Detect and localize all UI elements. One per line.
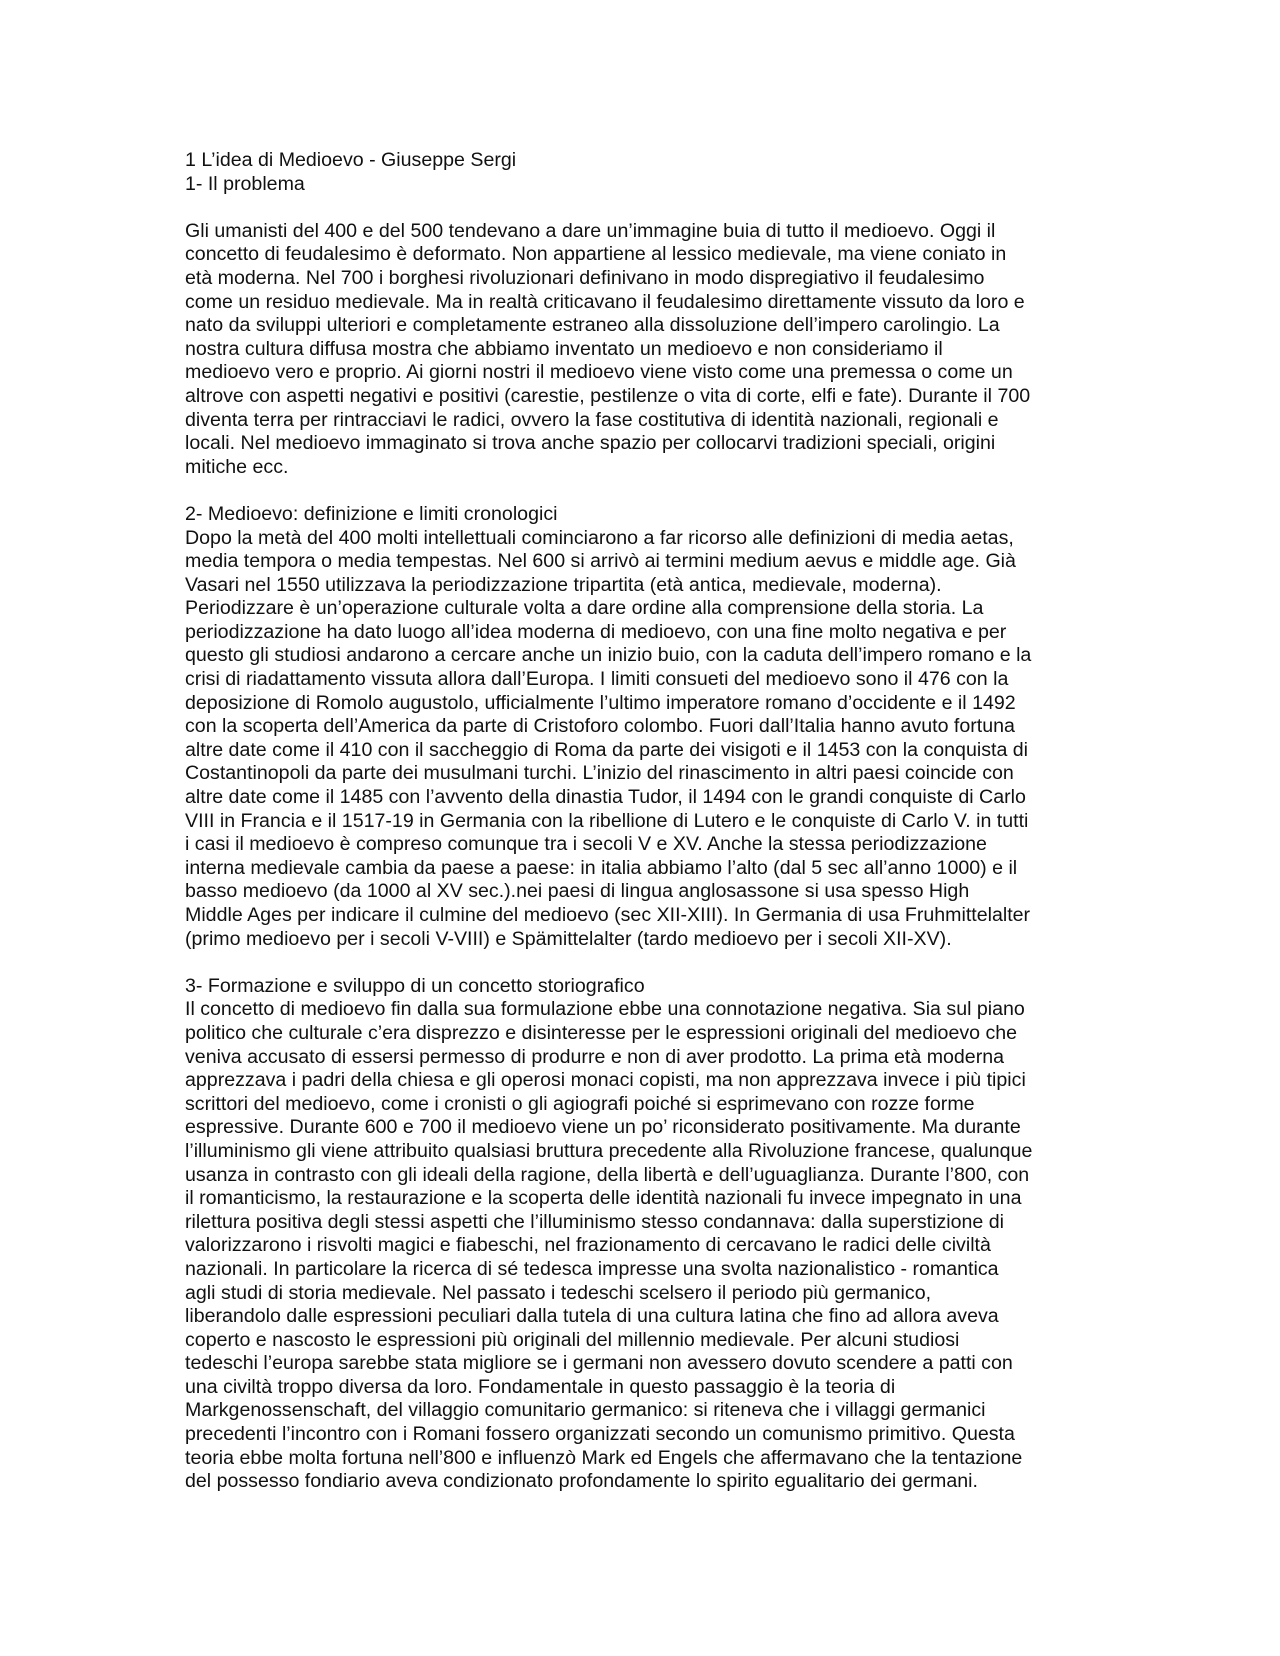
- text-line: Dopo la metà del 400 molti intellettuali cominciarono a far ricorso alle definizioni di media aetas,: [185, 526, 1014, 549]
- text-line: altrove con aspetti negativi e positivi (carestie, pestilenze o vita di corte, elfi e fate). Durante il 700: [185, 384, 1031, 407]
- section-1-heading: 1- Il problema: [185, 172, 305, 195]
- paragraph-gap: [185, 196, 1100, 220]
- text-line: una civiltà troppo diversa da loro. Fondamentale in questo passaggio è la teoria di: [185, 1375, 896, 1398]
- text-line: nazionali. In particolare la ricerca di sé tedesca impresse una svolta nazionalistico - romantica: [185, 1257, 999, 1280]
- text-line: età moderna. Nel 700 i borghesi rivoluzionari definivano in modo dispregiativo il feudalesimo: [185, 266, 985, 289]
- text-line: nostra cultura diffusa mostra che abbiamo inventato un medioevo e non consideriamo il: [185, 337, 943, 360]
- text-line: teoria ebbe molta fortuna nell’800 e influenzò Mark ed Engels che affermavano che la tentazione: [185, 1446, 1023, 1469]
- section-2-heading: 2- Medioevo: definizione e limiti cronologici: [185, 502, 558, 525]
- text-line: VIII in Francia e il 1517-19 in Germania con la ribellione di Lutero e le conquiste di Carlo V. in tutti: [185, 809, 1029, 832]
- section-2-body: [185, 527, 1100, 952]
- text-line: politico che culturale c’era disprezzo e disinteresse per le espressioni originali del medioevo che: [185, 1021, 1018, 1044]
- text-line: del possesso fondiario aveva condizionato profondamente lo spirito egualitario dei germani.: [185, 1470, 978, 1493]
- text-line: i casi il medioevo è compreso comunque tra i secoli V e XV. Anche la stessa periodizzazione: [185, 833, 987, 856]
- text-line: rilettura positiva degli stessi aspetti che l’illuminismo stesso condannava: dalla superstizione di: [185, 1210, 1004, 1233]
- text-line: Costantinopoli da parte dei musulmani turchi. L’inizio del rinascimento in altri paesi coincide con: [185, 762, 1014, 785]
- text-line: interna medievale cambia da paese a paese: in italia abbiamo l’alto (dal 5 sec all’anno 1000) e il: [185, 856, 1018, 879]
- text-line: altre date come il 1485 con l’avvento della dinastia Tudor, il 1494 con le grandi conquiste di Carlo: [185, 786, 1026, 809]
- text-line: Middle Ages per indicare il culmine del medioevo (sec XII-XIII). In Germania di usa Fruhmittelalter: [185, 904, 1031, 926]
- document-page: [185, 149, 1100, 1494]
- text-line: precedenti l’incontro con i Romani fossero organizzati secondo un comunismo primitivo. Questa: [185, 1423, 1015, 1446]
- text-line: nato da sviluppi ulteriori e completamente estraneo alla dissoluzione dell’impero carolingio. La: [185, 314, 1000, 337]
- text-line: scrittori del medioevo, come i cronisti o gli agiografi poiché si esprimevano con rozze forme: [185, 1092, 975, 1115]
- text-line: coperto e nascosto le espressioni più originali del millennio medievale. Per alcuni studiosi: [185, 1328, 960, 1351]
- text-line: espressive. Durante 600 e 700 il medioevo viene un po’ riconsiderato positivamente. Ma durante: [185, 1116, 1021, 1139]
- document-title: 1 L’idea di Medioevo - Giuseppe Sergi: [185, 149, 517, 171]
- text-line: altre date come il 410 con il saccheggio di Roma da parte dei visigoti e il 1453 con la conquista di: [185, 738, 1029, 761]
- text-line: apprezzava i padri della chiesa e gli operosi monaci copisti, ma non apprezzava invece i più tipici: [185, 1069, 1026, 1092]
- text-line: basso medioevo (da 1000 al XV sec.).nei paesi di lingua anglosassone si usa spesso High: [185, 880, 970, 903]
- text-line: come un residuo medievale. Ma in realtà criticavano il feudalesimo direttamente vissuto da loro e: [185, 290, 1025, 313]
- paragraph-gap: [185, 479, 1100, 503]
- text-line: il romanticismo, la restaurazione e la scoperta delle identità nazionali fu invece impegnato in una: [185, 1187, 1022, 1210]
- text-line: Markgenossenschaft, del villaggio comunitario germanico: si riteneva che i villaggi germanici: [185, 1399, 986, 1422]
- text-line: deposizione di Romolo augustolo, ufficialmente l’ultimo imperatore romano d’occidente e il 1492: [185, 691, 1016, 714]
- text-line: concetto di feudalesimo è deformato. Non appartiene al lessico medievale, ma viene coniato in: [185, 243, 1007, 266]
- text-line: mitiche ecc.: [185, 455, 289, 478]
- text-line: Il concetto di medioevo fin dalla sua formulazione ebbe una connotazione negativa. Sia sul piano: [185, 998, 1025, 1021]
- text-line: Gli umanisti del 400 e del 500 tendevano a dare un’immagine buia di tutto il medioevo. Oggi il: [185, 219, 996, 242]
- section-1-body: [185, 220, 1100, 480]
- section-3-heading: 3- Formazione e sviluppo di un concetto storiografico: [185, 974, 645, 997]
- text-line: questo gli studiosi andarono a cercare anche un inizio buio, con la caduta dell’impero romano e la: [185, 644, 1032, 667]
- text-line: crisi di riadattamento vissuta allora dall’Europa. I limiti consueti del medioevo sono il 476 con la: [185, 668, 1009, 691]
- text-line: Periodizzare è un’operazione culturale volta a dare ordine alla comprensione della storia. La: [185, 597, 984, 620]
- text-line: Vasari nel 1550 utilizzava la periodizzazione tripartita (età antica, medievale, moderna).: [185, 573, 942, 596]
- text-line: locali. Nel medioevo immaginato si trova anche spazio per collocarvi tradizioni speciali, origini: [185, 432, 996, 455]
- text-line: diventa terra per rintracciavi le radici, ovvero la fase costitutiva di identità nazionali, regionali e: [185, 408, 999, 431]
- text-line: veniva accusato di essersi permesso di produrre e non di aver prodotto. La prima età moderna: [185, 1045, 1005, 1068]
- text-line: liberandolo dalle espressioni peculiari dalla tutela di una cultura latina che fino ad allora aveva: [185, 1305, 999, 1328]
- text-line: con la scoperta dell’America da parte di Cristoforo colombo. Fuori dall’Italia hanno avuto fortuna: [185, 715, 1015, 738]
- text-line: tedeschi l’europa sarebbe stata migliore se i germani non avessero dovuto scendere a patti con: [185, 1352, 1013, 1375]
- text-line: l’illuminismo gli viene attribuito qualsiasi bruttura precedente alla Rivoluzione francese, qualunque: [185, 1139, 1033, 1162]
- paragraph-gap: [185, 951, 1100, 975]
- text-line: media tempora o media tempestas. Nel 600 si arrivò ai termini medium aevus e middle age. Già: [185, 550, 1016, 573]
- text-line: periodizzazione ha dato luogo all’idea moderna di medioevo, con una fine molto negativa e per: [185, 620, 1007, 643]
- text-line: medioevo vero e proprio. Ai giorni nostri il medioevo viene visto come una premessa o come un: [185, 361, 1013, 384]
- text-line: usanza in contrasto con gli ideali della ragione, della libertà e dell’uguaglianza. Durante l’800, con: [185, 1163, 1030, 1186]
- text-line: valorizzarono i risvolti magici e fiabeschi, nel frazionamento di cercavano le radici delle civiltà: [185, 1234, 991, 1257]
- section-3-body: [185, 998, 1100, 1493]
- text-line: agli studi di storia medievale. Nel passato i tedeschi scelsero il periodo più germanico,: [185, 1281, 932, 1304]
- text-line: (primo medioevo per i secoli V-VIII) e Spämittelalter (tardo medioevo per i secoli XII-XV).: [185, 927, 952, 950]
